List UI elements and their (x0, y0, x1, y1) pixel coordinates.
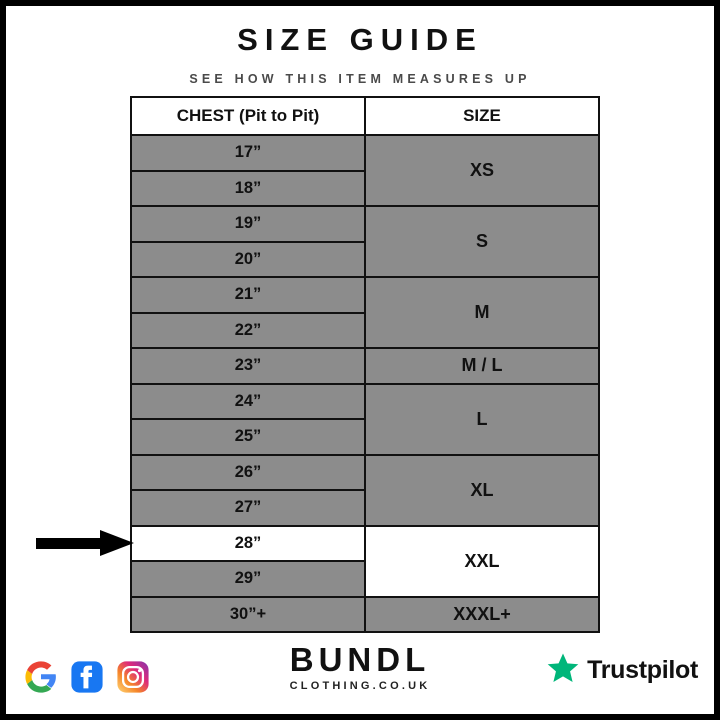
brand-name: BUNDL (289, 641, 431, 679)
measurement-cell: 18” (131, 171, 365, 207)
table-row (131, 597, 599, 633)
size-cell: XS (365, 135, 599, 206)
measurement-cell: 29” (131, 561, 365, 597)
size-cell: M (365, 277, 599, 348)
brand-domain: CLOTHING.CO.UK (289, 680, 431, 692)
footer (6, 630, 714, 702)
size-cell: XXXL+ (365, 597, 599, 633)
table-row (131, 384, 599, 420)
measurement-cell: 22” (131, 313, 365, 349)
measurement-cell: 23” (131, 348, 365, 384)
trustpilot-star-icon (546, 651, 580, 690)
measurement-cell: 21” (131, 277, 365, 313)
measurement-cell: 30”+ (131, 597, 365, 633)
column-header-chest: CHEST (Pit to Pit) (131, 97, 365, 135)
page-title: SIZE GUIDE (237, 22, 483, 57)
table-row (131, 348, 599, 384)
page-subtitle: SEE HOW THIS ITEM MEASURES UP (189, 72, 531, 86)
table-header-row (131, 97, 599, 135)
arrow-shaft (36, 538, 104, 549)
size-cell: XL (365, 455, 599, 526)
measurement-cell: 26” (131, 455, 365, 491)
trustpilot-logo (546, 651, 698, 690)
trustpilot-label: Trustpilot (587, 656, 698, 684)
selection-arrow-icon (36, 530, 134, 556)
size-cell-selected: XXL (365, 526, 599, 597)
measurement-cell: 25” (131, 419, 365, 455)
arrow-head (100, 530, 134, 556)
measurement-cell: 19” (131, 206, 365, 242)
size-cell: M / L (365, 348, 599, 384)
size-table (130, 96, 600, 633)
size-cell: S (365, 206, 599, 277)
size-cell: L (365, 384, 599, 455)
measurement-cell: 20” (131, 242, 365, 278)
measurement-cell-selected: 28” (131, 526, 365, 562)
size-table-wrapper (130, 96, 600, 633)
table-row (131, 455, 599, 491)
column-header-size: SIZE (365, 97, 599, 135)
measurement-cell: 24” (131, 384, 365, 420)
measurement-cell: 27” (131, 490, 365, 526)
table-row (131, 277, 599, 313)
table-row-highlighted (131, 526, 599, 562)
measurement-cell: 17” (131, 135, 365, 171)
table-row (131, 135, 599, 171)
table-row (131, 206, 599, 242)
